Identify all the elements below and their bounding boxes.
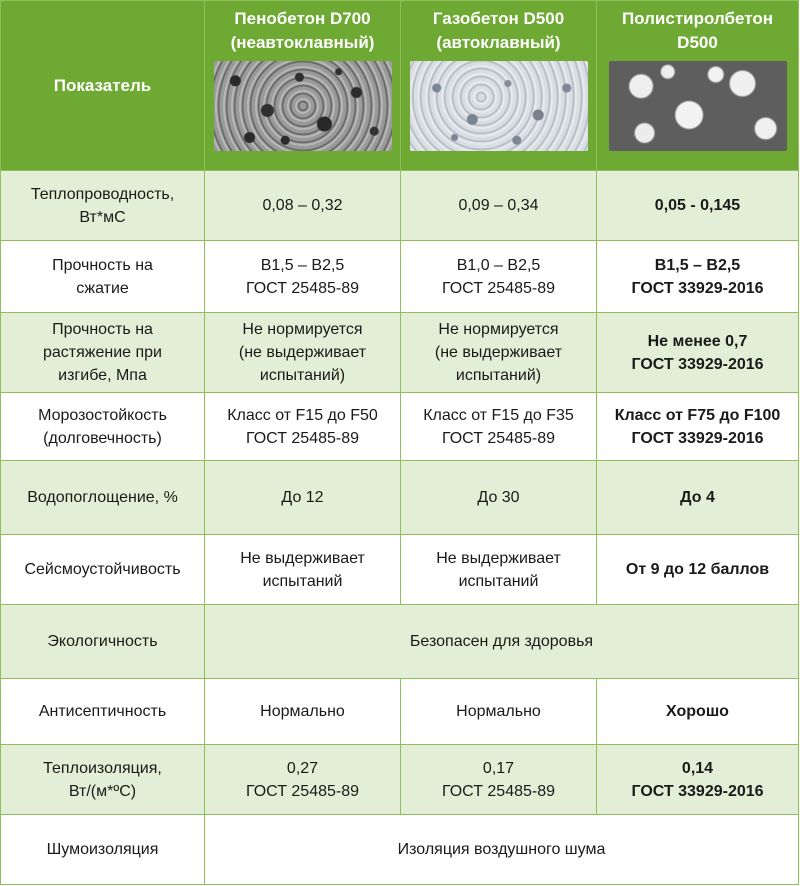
cell-text: 0,14 ГОСТ 33929-2016 bbox=[631, 759, 764, 800]
cell-text: В1,5 – В2,5 ГОСТ 33929-2016 bbox=[631, 256, 764, 297]
row-param bbox=[1, 679, 205, 745]
row-param bbox=[1, 171, 205, 241]
table-row bbox=[1, 171, 799, 241]
cell-text: От 9 до 12 баллов bbox=[625, 561, 770, 578]
table-row bbox=[1, 535, 799, 605]
row-param bbox=[1, 535, 205, 605]
cell-text: Хорошо bbox=[666, 703, 729, 720]
table-row bbox=[1, 393, 799, 461]
header-col3-title: Полистиролбетон D500 bbox=[621, 9, 774, 52]
table-row bbox=[1, 241, 799, 313]
cell-text: 0,09 – 0,34 bbox=[458, 197, 539, 214]
row-cell-gazobeton bbox=[401, 745, 597, 815]
row-cell-penobeton bbox=[205, 393, 401, 461]
cell-text: До 4 bbox=[680, 489, 715, 506]
table-row bbox=[1, 461, 799, 535]
header-param-label: Показатель bbox=[53, 75, 152, 95]
penobeton-sample-image bbox=[214, 61, 392, 151]
header-param bbox=[1, 1, 205, 171]
cell-text: Класс от F75 до F100 ГОСТ 33929-2016 bbox=[614, 406, 781, 447]
cell-text: До 30 bbox=[477, 489, 520, 506]
row-cell-penobeton bbox=[205, 241, 401, 313]
row-cell-penobeton bbox=[205, 535, 401, 605]
row-param-text: Экологичность bbox=[47, 633, 158, 650]
row-cell-penobeton bbox=[205, 171, 401, 241]
row-cell-polistirolbeton bbox=[597, 393, 799, 461]
polistirolbeton-sample-image bbox=[609, 61, 787, 151]
table-row bbox=[1, 313, 799, 393]
header-col-penobeton bbox=[205, 1, 401, 171]
row-param-text: Сейсмоустойчивость bbox=[24, 561, 181, 578]
row-cell-gazobeton bbox=[401, 241, 597, 313]
row-cell-polistirolbeton bbox=[597, 241, 799, 313]
row-param-text: Теплопроводность, Вт*мС bbox=[30, 185, 175, 226]
row-param-text: Водопоглощение, % bbox=[27, 489, 178, 506]
cell-text: Класс от F15 до F35 ГОСТ 25485-89 bbox=[423, 406, 574, 447]
header-col-gazobeton bbox=[401, 1, 597, 171]
row-cell-gazobeton bbox=[401, 171, 597, 241]
row-param bbox=[1, 815, 205, 885]
row-cell-polistirolbeton bbox=[597, 679, 799, 745]
row-param-text: Шумоизоляция bbox=[46, 841, 159, 858]
row-cell-gazobeton bbox=[401, 461, 597, 535]
row-param-text: Прочность на сжатие bbox=[52, 256, 153, 297]
row-cell-penobeton bbox=[205, 679, 401, 745]
cell-text: В1,0 – В2,5 ГОСТ 25485-89 bbox=[441, 256, 556, 297]
row-param bbox=[1, 313, 205, 393]
gazobeton-sample-image bbox=[410, 61, 588, 151]
row-cell-gazobeton bbox=[401, 313, 597, 393]
row-cell-penobeton bbox=[205, 313, 401, 393]
table-row bbox=[1, 815, 799, 885]
row-cell-polistirolbeton bbox=[597, 461, 799, 535]
row-param-text: Антисептичность bbox=[38, 703, 167, 720]
row-cell-polistirolbeton bbox=[597, 745, 799, 815]
cell-text: 0,27 ГОСТ 25485-89 bbox=[245, 759, 360, 800]
cell-text: Изоляция воздушного шума bbox=[397, 841, 606, 858]
cell-text: 0,17 ГОСТ 25485-89 bbox=[441, 759, 556, 800]
cell-text: До 12 bbox=[281, 489, 324, 506]
cell-text: Не нормируется (не выдерживает испытаний) bbox=[434, 321, 563, 384]
row-param bbox=[1, 241, 205, 313]
row-cell-polistirolbeton bbox=[597, 535, 799, 605]
row-cell-gazobeton bbox=[401, 535, 597, 605]
row-param bbox=[1, 605, 205, 679]
cell-text: 0,08 – 0,32 bbox=[262, 197, 343, 214]
row-cell-merged bbox=[205, 605, 799, 679]
header-col1-title: Пенобетон D700 (неавтоклавный) bbox=[230, 9, 375, 52]
cell-text: Не менее 0,7 ГОСТ 33929-2016 bbox=[631, 332, 764, 373]
table-row bbox=[1, 745, 799, 815]
cell-text: В1,5 – В2,5 ГОСТ 25485-89 bbox=[245, 256, 360, 297]
row-cell-polistirolbeton bbox=[597, 313, 799, 393]
row-cell-polistirolbeton bbox=[597, 171, 799, 241]
table-row bbox=[1, 679, 799, 745]
cell-text: Класс от F15 до F50 ГОСТ 25485-89 bbox=[227, 406, 378, 447]
row-param bbox=[1, 393, 205, 461]
row-param bbox=[1, 745, 205, 815]
cell-text: Безопасен для здоровья bbox=[409, 633, 594, 650]
row-cell-gazobeton bbox=[401, 679, 597, 745]
row-cell-penobeton bbox=[205, 461, 401, 535]
cell-text: Нормально bbox=[456, 703, 541, 720]
cell-text: 0,05 - 0,145 bbox=[654, 197, 741, 214]
header-col-polistirolbeton bbox=[597, 1, 799, 171]
row-param-text: Теплоизоляция, Вт/(м*ºС) bbox=[43, 759, 162, 800]
cell-text: Не выдерживает испытаний bbox=[240, 549, 365, 590]
row-cell-gazobeton bbox=[401, 393, 597, 461]
cell-text: Нормально bbox=[260, 703, 345, 720]
row-param bbox=[1, 461, 205, 535]
header-col2-title: Газобетон D500 (автоклавный) bbox=[432, 9, 565, 52]
row-param-text: Прочность на растяжение при изгибе, Мпа bbox=[42, 321, 162, 384]
cell-text: Не выдерживает испытаний bbox=[436, 549, 561, 590]
row-param-text: Морозостойкость (долговечность) bbox=[38, 406, 167, 447]
cell-text: Не нормируется (не выдерживает испытаний) bbox=[238, 321, 367, 384]
table-row bbox=[1, 605, 799, 679]
row-cell-merged bbox=[205, 815, 799, 885]
row-cell-penobeton bbox=[205, 745, 401, 815]
header-row bbox=[1, 1, 799, 171]
